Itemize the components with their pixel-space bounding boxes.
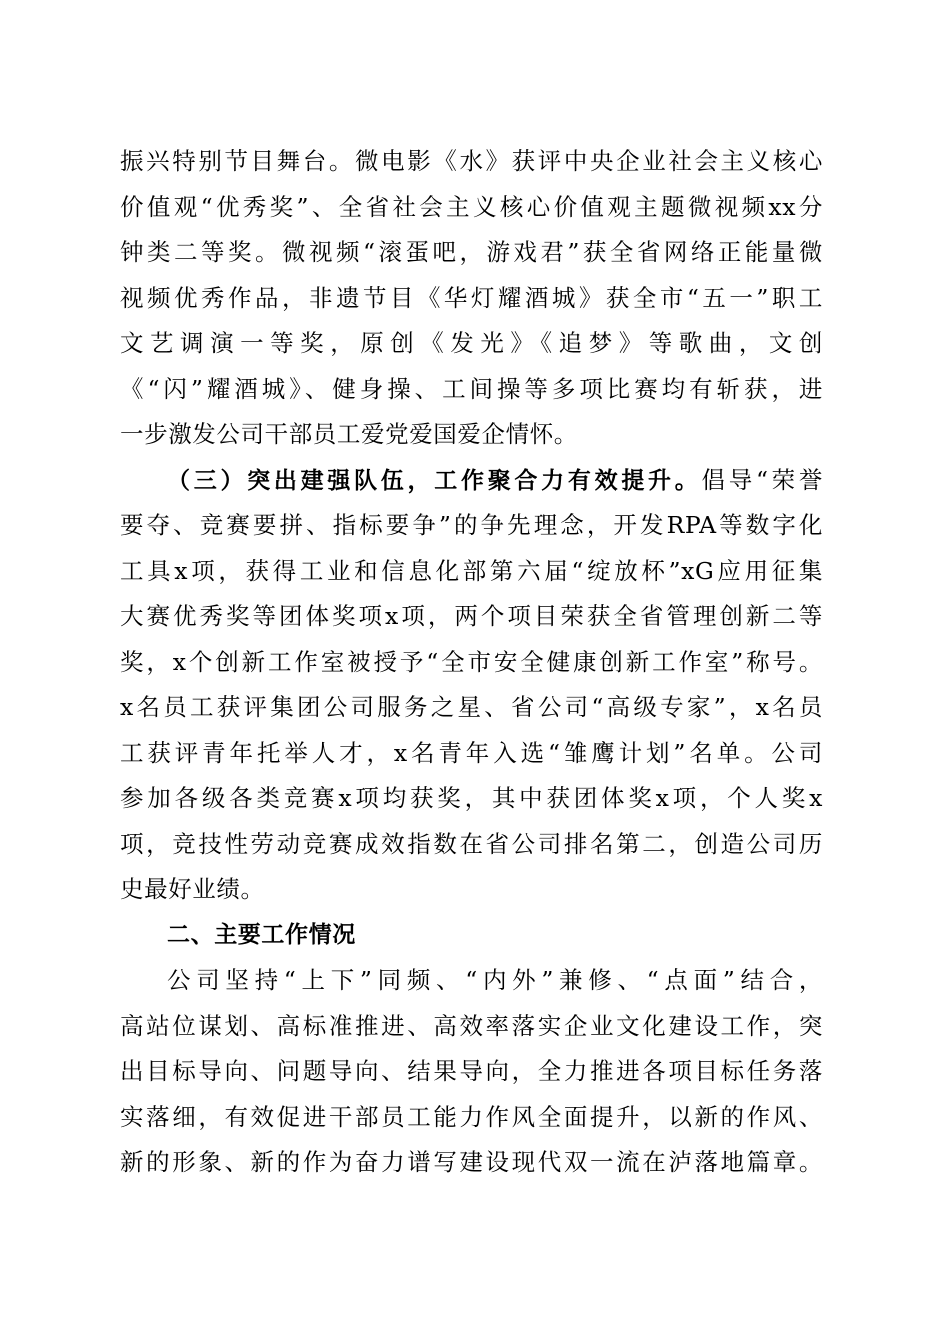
text-line: x名员工获评集团公司服务之星、省公司“高级专家”，x名员 xyxy=(120,693,823,721)
paragraph-main-work xyxy=(120,958,823,1186)
text-line: 史最好业绩。 xyxy=(120,875,265,903)
text-line: 奖，x个创新工作室被授予“全市安全健康创新工作室”称号。 xyxy=(120,647,823,676)
text-line: 钟类二等奖。微视频“滚蛋吧，游戏君”获全省网络正能量微 xyxy=(120,238,823,266)
text-line: 文艺调演一等奖，原创《发光》《追梦》等歌曲，文创 xyxy=(120,329,823,357)
text-line: 《“闪”耀酒城》、健身操、工间操等多项比赛均有斩获，进 xyxy=(120,374,823,403)
text-line: 要夺、竞赛要拼、指标要争”的争先理念，开发RPA等数字化 xyxy=(120,511,823,539)
text-line: 参加各级各类竞赛x项均获奖，其中获团体奖x项，个人奖x xyxy=(120,784,823,812)
text-line: 工获评青年托举人才，x名青年入选“雏鹰计划”名单。公司 xyxy=(120,738,823,767)
document-body xyxy=(120,139,823,1186)
text-line: 价值观“优秀奖”、全省社会主义核心价值观主题微视频xx分 xyxy=(120,192,823,221)
paragraph-lead-heading: （三）突出建强队伍，工作聚合力有效提升。 xyxy=(167,467,702,494)
text-line: 一步激发公司干部员工爱党爱国爱企情怀。 xyxy=(120,420,578,448)
text-line: 公司坚持“上下”同频、“内外”兼修、“点面”结合， xyxy=(167,966,823,994)
text-line: 实落细，有效促进干部员工能力作风全面提升，以新的作风、 xyxy=(120,1102,823,1131)
lead-line-rest: 倡导“荣誉 xyxy=(701,465,824,494)
text-line: 出目标导向、问题导向、结果导向，全力推进各项目标任务落 xyxy=(120,1057,823,1085)
text-line: 新的形象、新的作为奋力谱写建设现代双一流在泸落地篇章。 xyxy=(120,1148,823,1176)
text-line: 振兴特别节目舞台。微电影《水》获评中央企业社会主义核心 xyxy=(120,147,823,175)
paragraph-team-building xyxy=(120,458,823,913)
text-line: 工具x项，获得工业和信息化部第六届“绽放杯”xG应用征集 xyxy=(120,556,823,585)
text-line: 高站位谋划、高标准推进、高效率落实企业文化建设工作，突 xyxy=(120,1011,823,1040)
text-line: 项，竞技性劳动竞赛成效指数在省公司排名第二，创造公司历 xyxy=(120,829,823,858)
paragraph-awards xyxy=(120,139,823,458)
section-heading: 二、主要工作情况 xyxy=(167,921,356,948)
text-line: 大赛优秀奖等团体奖项x项，两个项目荣获全省管理创新二等 xyxy=(120,602,823,630)
text-line: 视频优秀作品，非遗节目《华灯耀酒城》获全市“五一”职工 xyxy=(120,283,823,312)
text-line xyxy=(120,458,823,504)
